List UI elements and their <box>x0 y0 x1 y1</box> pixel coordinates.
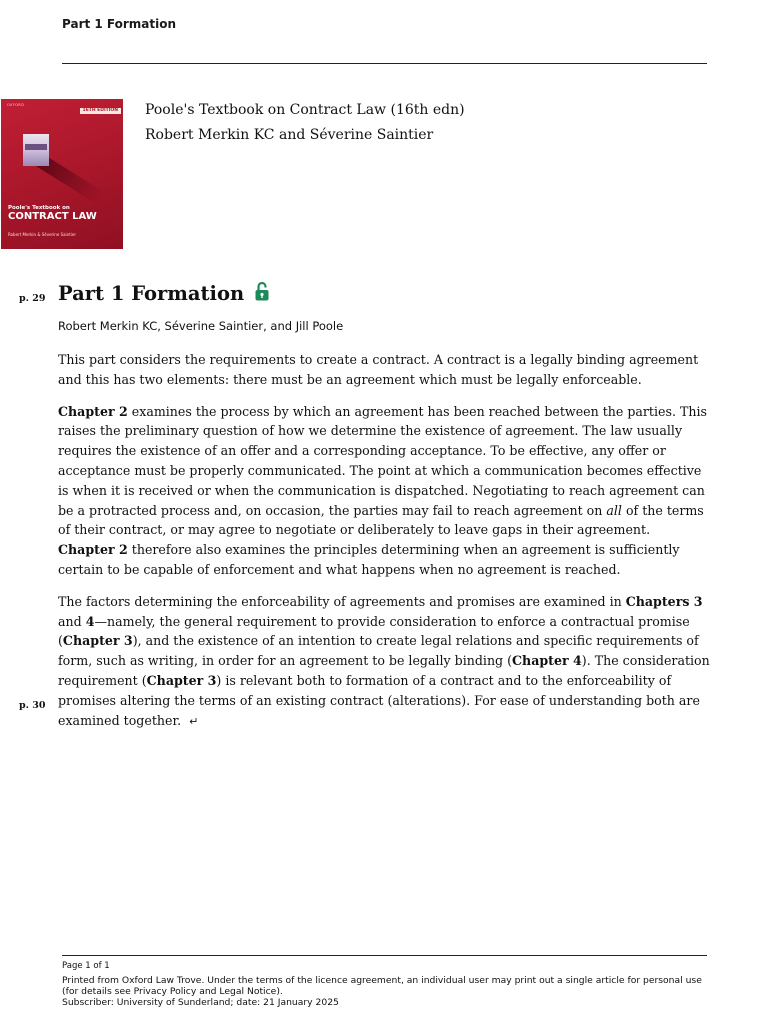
header-rule <box>62 63 707 64</box>
cover-title-big: CONTRACT LAW <box>8 211 97 222</box>
chapter-link[interactable]: Chapter 2 <box>58 542 128 558</box>
cover-authors: Robert Merkin & Séverine Saintier <box>8 232 76 237</box>
cover-cube <box>23 134 49 166</box>
cover-publisher: OXFORD <box>7 103 25 107</box>
paragraph-1: This part considers the requirements to create a contract. A contract is a legally binding agreement and this has two elements: there must be an agreement which must be legally enforceable. <box>58 352 699 387</box>
open-lock-icon <box>255 281 269 306</box>
page-marker-30: p. 30 <box>19 700 46 711</box>
footer-rule <box>62 955 707 956</box>
chapter-link[interactable]: 4 <box>85 613 95 629</box>
return-arrow-icon[interactable]: ↵ <box>189 714 199 728</box>
page-marker-29: p. 29 <box>19 293 46 304</box>
paragraph-2: Chapter 2 examines the process by which an agreement has been reached between the parties. This raises the preliminary question of how we determine the existence of agreement. The law usually requires the existence of an offer and a corresponding acceptance. To be effective, any offer or acceptance must be properly communicated. The point at which a communication becomes effective is when it is received or when the communication is dispatched. Negotiating to reach agreement can be a protracted process and, on occasion, the parties may fail to reach agreement on all of the terms of their contract, or may agree to negotiate or deliberately to leave gaps in their agreement. Chapter 2 therefore also examines the principles determining when an agreement is sufficiently certain to be capable of enforcement and what happens when no agreement is reached. <box>58 403 707 577</box>
footer-licence: Printed from Oxford Law Trove. Under the terms of the licence agreement, an individual user may print out a single article for personal use (for details see Privacy Policy and Legal Notice). <box>62 975 702 997</box>
book-authors: Robert Merkin KC and Séverine Saintier <box>145 127 434 143</box>
chapter-link[interactable]: Chapter 4 <box>512 653 582 669</box>
chapter-authors: Robert Merkin KC, Séverine Saintier, and Jill Poole <box>58 319 344 333</box>
chapter-link[interactable]: Chapter 3 <box>146 672 217 688</box>
chapter-link[interactable]: Chapters 3 <box>625 593 703 609</box>
cover-title-small: Poole's Textbook on <box>8 205 70 211</box>
part-title: Part 1 Formation <box>58 282 245 305</box>
chapter-link[interactable]: Chapter 2 <box>58 403 128 419</box>
chapter-link[interactable]: Chapter 3 <box>62 633 133 649</box>
book-meta <box>145 98 465 148</box>
running-header: Part 1 Formation <box>62 17 177 31</box>
paragraph-3: The factors determining the enforceability of agreements and promises are examined in Chapters 3 and 4—namely, the general requirement to provide consideration to enforce a contractual promise (Chapter 3), and the existence of an intention to create legal relations and specific requirements of form, such as writing, in order for an agreement to be legally binding (Chapter 4). The consideration requirement (Chapter 3) is relevant both to formation of a contract and to the enforceability of promises altering the terms of an existing contract (alterations). For ease of understanding both are examined together. ↵ <box>58 593 710 728</box>
cover-edition-badge: 16TH EDITION <box>80 108 121 114</box>
part-heading <box>58 281 269 306</box>
book-cover[interactable] <box>1 99 123 249</box>
body-text <box>58 350 710 743</box>
cover-cube-band <box>25 144 47 150</box>
footer-page-number: Page 1 of 1 <box>62 961 110 971</box>
book-title[interactable]: Poole's Textbook on Contract Law (16th edn) <box>145 102 465 118</box>
footer-subscriber: Subscriber: University of Sunderland; date: 21 January 2025 <box>62 996 339 1008</box>
footer-note <box>62 976 702 1008</box>
